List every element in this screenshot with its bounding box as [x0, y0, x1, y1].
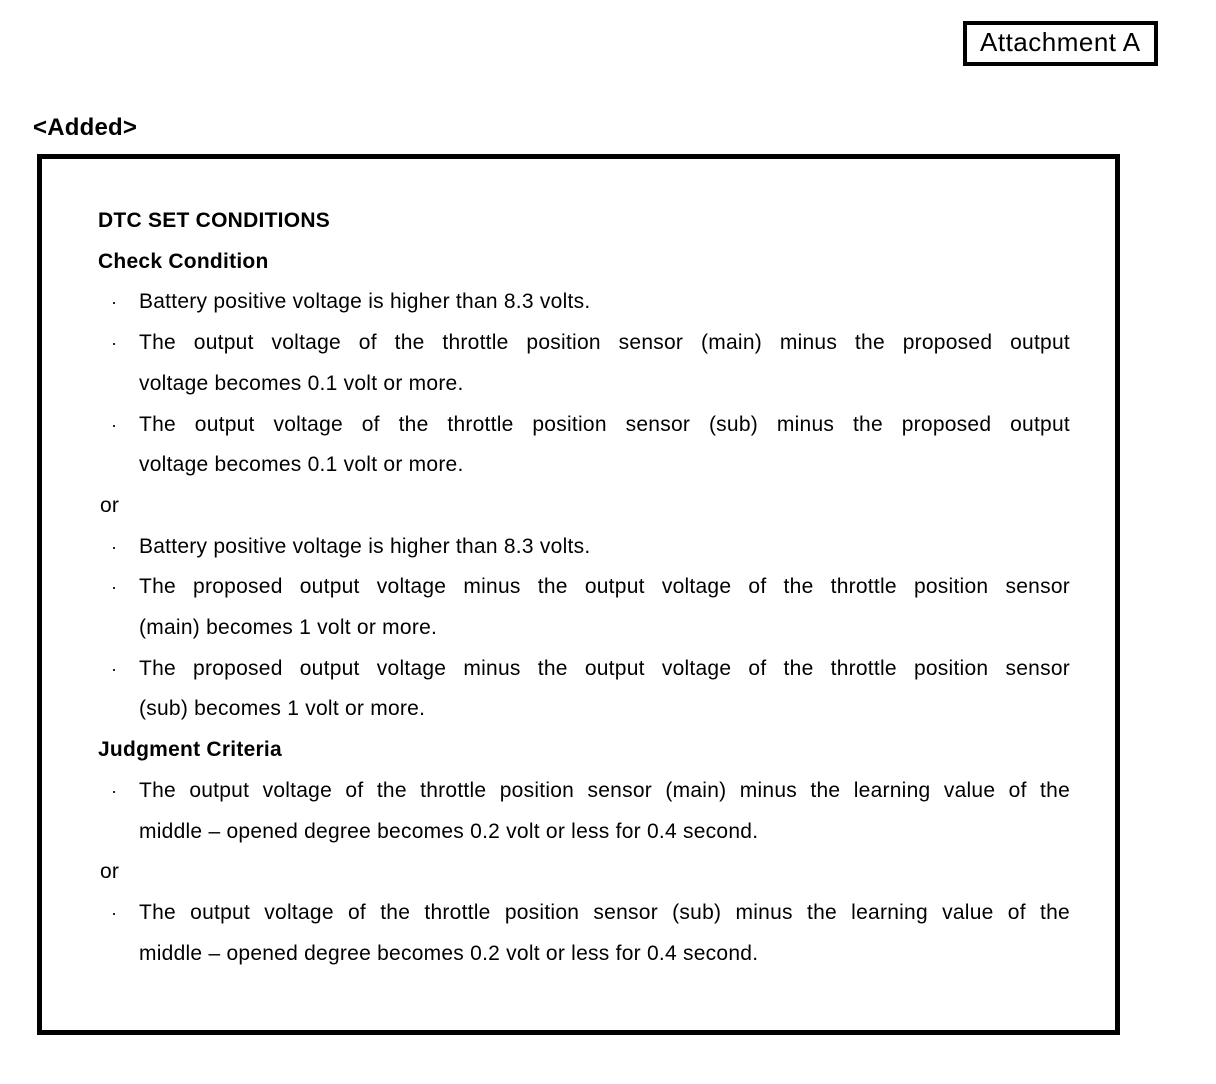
dtc-conditions-box	[37, 154, 1120, 1035]
bullet-text	[139, 405, 1070, 486]
bullet-dot-icon: ·	[111, 333, 118, 354]
bullet-line: middle – opened degree becomes 0.2 volt or less for 0.4 second.	[139, 941, 759, 965]
bullet-text	[139, 282, 1070, 323]
bullet-line: The proposed output voltage minus the output voltage of the throttle position sensor	[139, 575, 1070, 599]
bullet-dot-icon: ·	[111, 292, 118, 313]
attachment-label: Attachment A	[980, 27, 1141, 57]
bullet-text	[139, 649, 1070, 730]
bullet-line: Battery positive voltage is higher than 8.3 volts.	[139, 290, 591, 314]
bullet-line: The output voltage of the throttle position sensor (main) minus the proposed output	[139, 331, 1070, 355]
bullet-text	[139, 527, 1070, 568]
bullet-item	[98, 282, 1070, 323]
bullet-dot-icon: ·	[111, 536, 118, 557]
bullet-line: middle – opened degree becomes 0.2 volt or less for 0.4 second.	[139, 819, 759, 843]
bullet-text	[139, 771, 1070, 852]
bullet-dot-icon: ·	[111, 658, 118, 679]
attachment-label-box	[963, 21, 1158, 66]
added-label: <Added>	[33, 114, 138, 141]
bullet-dot-icon: ·	[111, 902, 118, 923]
bullet-dot-icon: ·	[111, 577, 118, 598]
dtc-conditions-content	[42, 159, 1115, 974]
bullet-line: The output voltage of the throttle position sensor (sub) minus the proposed output	[139, 412, 1070, 436]
judgment-criteria-heading: Judgment Criteria	[98, 738, 282, 762]
bullet-line: The output voltage of the throttle position sensor (main) minus the learning value of the	[139, 778, 1070, 802]
bullet-item	[98, 771, 1070, 852]
bullet-text	[139, 567, 1070, 648]
bullet-dot-icon: ·	[111, 414, 118, 435]
bullet-item	[98, 567, 1070, 648]
bullet-item	[98, 405, 1070, 486]
bullet-line: (main) becomes 1 volt or more.	[139, 616, 438, 640]
or-connector: or	[100, 860, 120, 884]
bullet-line: The output voltage of the throttle position sensor (sub) minus the learning value of the	[139, 900, 1070, 924]
bullet-text	[139, 323, 1070, 404]
bullet-item	[98, 893, 1070, 974]
bullet-line: (sub) becomes 1 volt or more.	[139, 697, 426, 721]
bullet-text	[139, 893, 1070, 974]
bullet-item	[98, 649, 1070, 730]
bullet-line: Battery positive voltage is higher than 8.3 volts.	[139, 534, 591, 558]
check-condition-heading: Check Condition	[98, 249, 269, 273]
bullet-line: The proposed output voltage minus the output voltage of the throttle position sensor	[139, 656, 1070, 680]
bullet-line: voltage becomes 0.1 volt or more.	[139, 371, 464, 395]
bullet-item	[98, 323, 1070, 404]
bullet-item	[98, 527, 1070, 568]
bullet-dot-icon: ·	[111, 780, 118, 801]
bullet-line: voltage becomes 0.1 volt or more.	[139, 453, 464, 477]
dtc-set-conditions-title: DTC SET CONDITIONS	[98, 209, 331, 232]
or-connector: or	[100, 493, 120, 517]
